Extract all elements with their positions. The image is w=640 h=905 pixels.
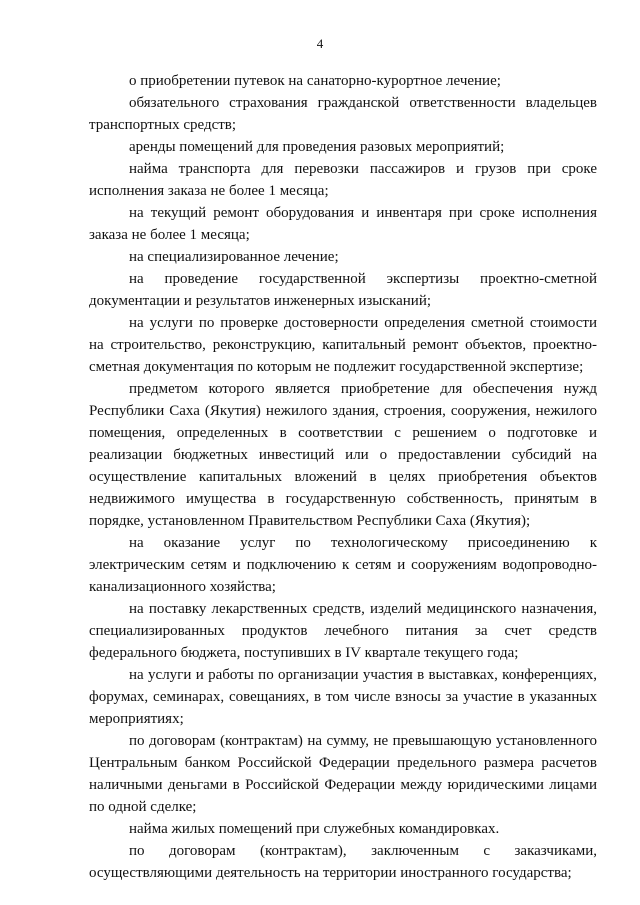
document-body bbox=[89, 70, 597, 884]
paragraph-specialized-treatment: на специализированное лечение; bbox=[129, 249, 339, 265]
paragraph-estimate-verification: на услуги по проверке достоверности определения сметной стоимости на строительство, реконструкцию, капитальный ремонт объектов, проектно-сметная документация по которым не подлежит государственной экспертизе; bbox=[89, 315, 597, 375]
paragraph-events-participation: на услуги и работы по организации участия в выставках, конференциях, форумах, семинарах, совещаниях, в том числе взносы за участие в указанных мероприятиях; bbox=[89, 667, 597, 727]
paragraph-foreign-customers: по договорам (контрактам), заключенным с заказчиками, осуществляющими деятельность на территории иностранного государства; bbox=[89, 843, 597, 881]
paragraph-transport-hire: найма транспорта для перевозки пассажиров и грузов при сроке исполнения заказа не более 1 месяца; bbox=[89, 161, 597, 199]
paragraph-sanatorium-vouchers: о приобретении путевок на санаторно-курортное лечение; bbox=[129, 73, 501, 89]
paragraph-nonresidential-acquisition: предметом которого является приобретение для обеспечения нужд Республики Саха (Якутия) нежилого здания, строения, сооружения, нежилого помещения, определенных в соответствии с решением о подготовке и реализации бюджетных инвестиций или о предоставлении субсидий на осуществление капитальных вложений в целях приобретения объектов недвижимого имущества в государственную собственность, принятым в порядке, установленном Правительством Республики Саха (Якутия); bbox=[89, 381, 597, 529]
paragraph-cash-limit-contracts: по договорам (контрактам) на сумму, не превышающую установленного Центральным банком Российской Федерации предельного размера расчетов наличными деньгами в Российской Федерации между юридическими лицами по одной сделке; bbox=[89, 733, 597, 815]
paragraph-vehicle-insurance: обязательного страхования гражданской ответственности владельцев транспортных средств; bbox=[89, 95, 597, 133]
paragraph-premises-rent: аренды помещений для проведения разовых мероприятий; bbox=[129, 139, 505, 155]
paragraph-business-trip-housing: найма жилых помещений при служебных командировках. bbox=[129, 821, 500, 837]
paragraph-equipment-repair: на текущий ремонт оборудования и инвентаря при сроке исполнения заказа не более 1 месяца; bbox=[89, 205, 597, 243]
paragraph-state-expertise: на проведение государственной экспертизы проектно-сметной документации и результатов инженерных изысканий; bbox=[89, 271, 597, 309]
page-number: 4 bbox=[316, 36, 324, 51]
paragraph-medicines-supply: на поставку лекарственных средств, изделий медицинского назначения, специализированных продуктов лечебного питания за счет средств федерального бюджета, поступивших в IV квартале текущего года; bbox=[89, 601, 597, 661]
paragraph-grid-connection: на оказание услуг по технологическому присоединению к электрическим сетям и подключению к сетям и сооружениям водопроводно-канализационного хозяйства; bbox=[89, 535, 597, 595]
